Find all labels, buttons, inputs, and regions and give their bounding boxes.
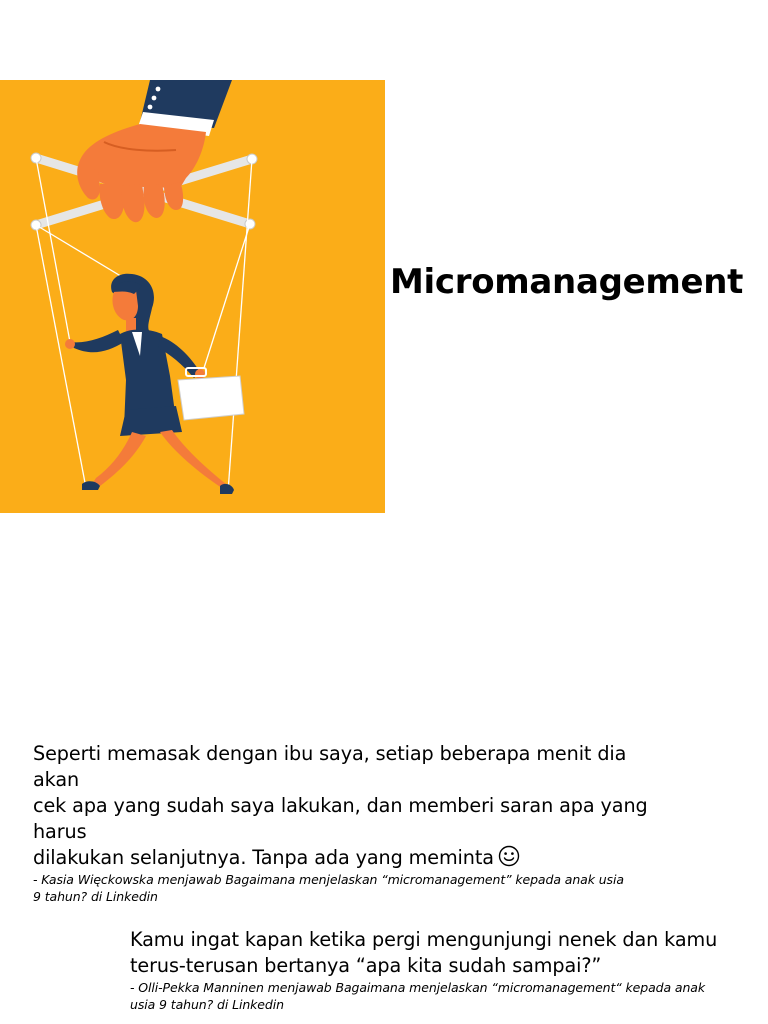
quote-line: cek apa yang sudah saya lakukan, dan memberi saran apa yang harus [33,794,648,843]
page-title: Micromanagement [390,262,744,302]
briefcase-icon [178,368,244,420]
quote-text [130,927,760,979]
quote-line: terus-terusan bertanya “apa kita sudah sampai?” [130,954,602,977]
quote-attribution [33,871,673,905]
puppet-illustration [0,80,385,513]
attribution-line: - Kasia Więckowska menjawab Bagaimana menjelaskan “micromanagement” kepada anak usia [33,872,624,887]
attribution-line: usia 9 tahun? di Linkedin [130,997,284,1012]
quote-block-1 [33,741,673,905]
quote-block-2 [130,927,760,1013]
quote-line: Seperti memasak dengan ibu saya, setiap beberapa menit dia akan [33,742,627,791]
attribution-line: - Olli-Pekka Manninen menjawab Bagaimana menjelaskan “micromanagement“ kepada anak [130,980,706,995]
quote-line-text: dilakukan selanjutnya. Tanpa ada yang meminta [33,846,494,869]
smiley-face-icon [498,845,520,867]
attribution-line: 9 tahun? di Linkedin [33,889,158,904]
quote-attribution [130,979,760,1013]
quote-line [33,845,673,871]
businesswoman-figure [65,274,244,494]
quote-line: Kamu ingat kapan ketika pergi mengunjungi nenek dan kamu [130,928,718,951]
quote-text [33,741,673,871]
